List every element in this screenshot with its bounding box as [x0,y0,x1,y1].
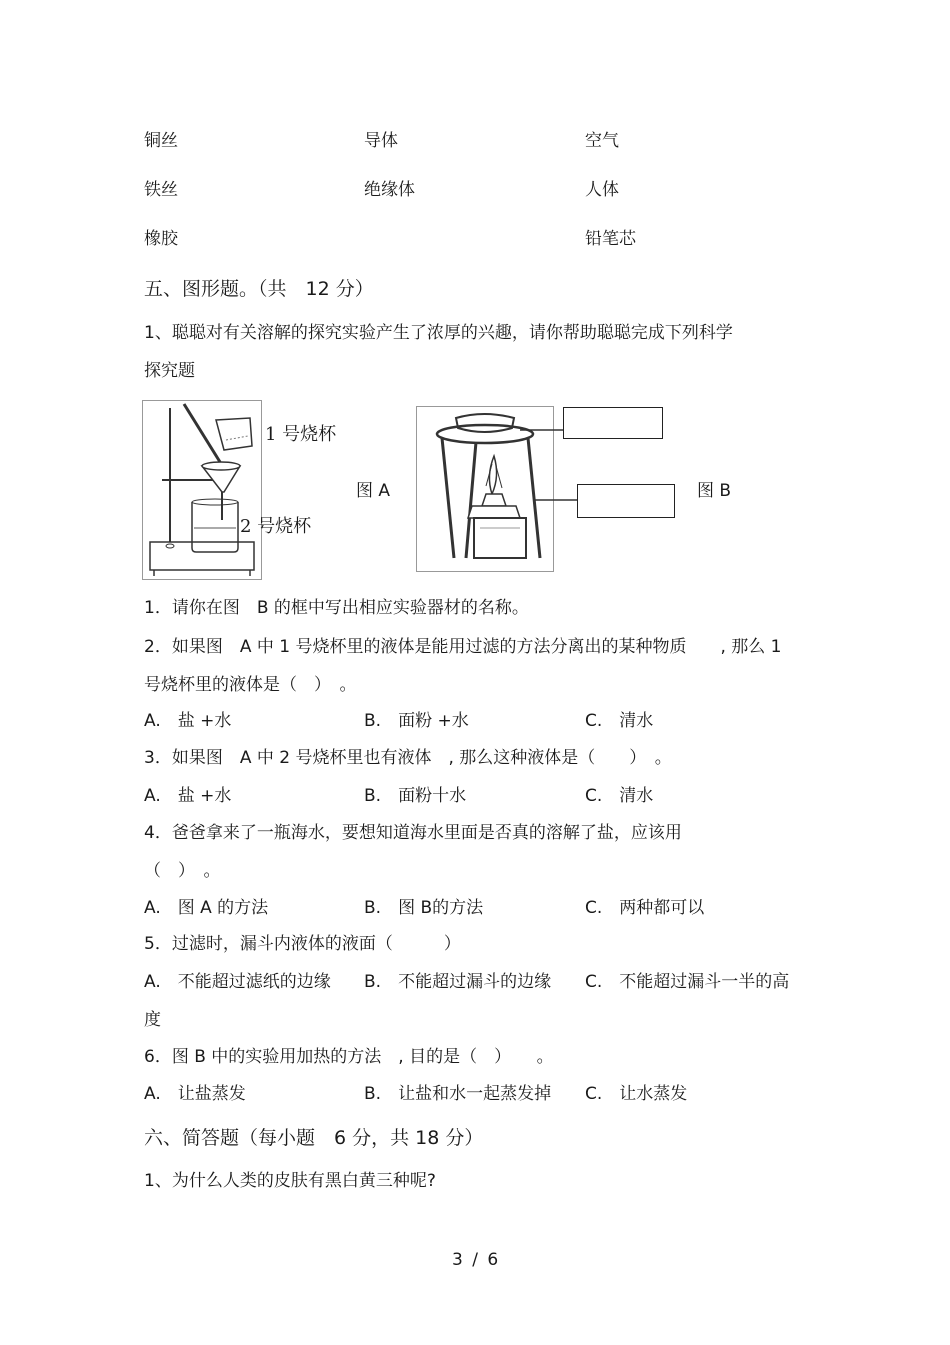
subquestion-5-option-c-wrap: 度 [144,1010,161,1030]
figure-b-answer-box-2[interactable] [577,484,675,518]
subquestion-6: 6．图 B 中的实验用加热的方法 , 目的是（ ） 。 [144,1047,554,1067]
subquestion-3: 3．如果图 A 中 2 号烧杯里也有液体 , 那么这种液体是（ ） 。 [144,748,672,768]
matching-item-conductor: 导体 [364,131,398,151]
matching-item-insulator: 绝缘体 [364,180,415,200]
matching-item-iron-wire: 铁丝 [144,180,178,200]
subquestion-6-option-a[interactable]: A. 让盐蒸发 [144,1084,246,1104]
subquestion-3-option-c[interactable]: C. 清水 [585,786,654,806]
figure-a-caption: 图 A [356,481,391,501]
subquestion-4-option-a[interactable]: A. 图 A 的方法 [144,898,269,918]
subquestion-6-option-c[interactable]: C. 让水蒸发 [585,1084,688,1104]
question-1-line1: 1、聪聪对有关溶解的探究实验产生了浓厚的兴趣，请你帮助聪聪完成下列科学 [144,323,733,343]
matching-item-air: 空气 [585,131,619,151]
subquestion-1: 1．请你在图 B 的框中写出相应实验器材的名称。 [144,598,529,618]
subquestion-2-option-c[interactable]: C. 清水 [585,711,654,731]
section-title-5: 五、图形题。（共 12 分） [144,278,374,300]
subquestion-5-option-c[interactable]: C. 不能超过漏斗一半的高 [585,972,790,992]
subquestion-2-line2: 号烧杯里的液体是（ ） 。 [144,675,357,695]
page-number: 3 / 6 [452,1250,501,1270]
matching-item-human-body: 人体 [585,180,619,200]
subquestion-3-option-b[interactable]: B. 面粉十水 [364,786,467,806]
section-title-6: 六、简答题（每小题 6 分，共 18 分） [144,1127,484,1149]
subquestion-4-line1: 4．爸爸拿来了一瓶海水，要想知道海水里面是否真的溶解了盐，应该用 [144,823,682,843]
figure-a-beaker-2-label: 2 号烧杯 [240,516,312,537]
subquestion-6-option-b[interactable]: B. 让盐和水一起蒸发掉 [364,1084,552,1104]
subquestion-2-option-b[interactable]: B. 面粉 +水 [364,711,469,731]
figure-a-filtration [142,400,262,580]
figure-b-answer-box-1[interactable] [563,407,663,439]
subquestion-3-option-a[interactable]: A. 盐 +水 [144,786,232,806]
question-1-line2: 探究题 [144,361,195,381]
subquestion-5-option-a[interactable]: A. 不能超过滤纸的边缘 [144,972,331,992]
matching-item-copper-wire: 铜丝 [144,131,178,151]
figure-b-caption: 图 B [697,481,732,501]
short-answer-question-1: 1、为什么人类的皮肤有黑白黄三种呢? [144,1171,436,1191]
subquestion-4-option-b[interactable]: B. 图 B的方法 [364,898,484,918]
subquestion-4-option-c[interactable]: C. 两种都可以 [585,898,705,918]
subquestion-5: 5．过滤时，漏斗内液体的液面（ ） [144,934,461,954]
matching-item-rubber: 橡胶 [144,229,178,249]
matching-item-pencil-lead: 铅笔芯 [585,229,636,249]
figure-a-beaker-1-label: 1 号烧杯 [265,424,337,445]
subquestion-2-option-a[interactable]: A. 盐 +水 [144,711,232,731]
subquestion-2-line1: 2．如果图 A 中 1 号烧杯里的液体是能用过滤的方法分离出的某种物质 , 那么 1 [144,637,782,657]
subquestion-4-line2: （ ） 。 [144,861,221,881]
subquestion-5-option-b[interactable]: B. 不能超过漏斗的边缘 [364,972,552,992]
